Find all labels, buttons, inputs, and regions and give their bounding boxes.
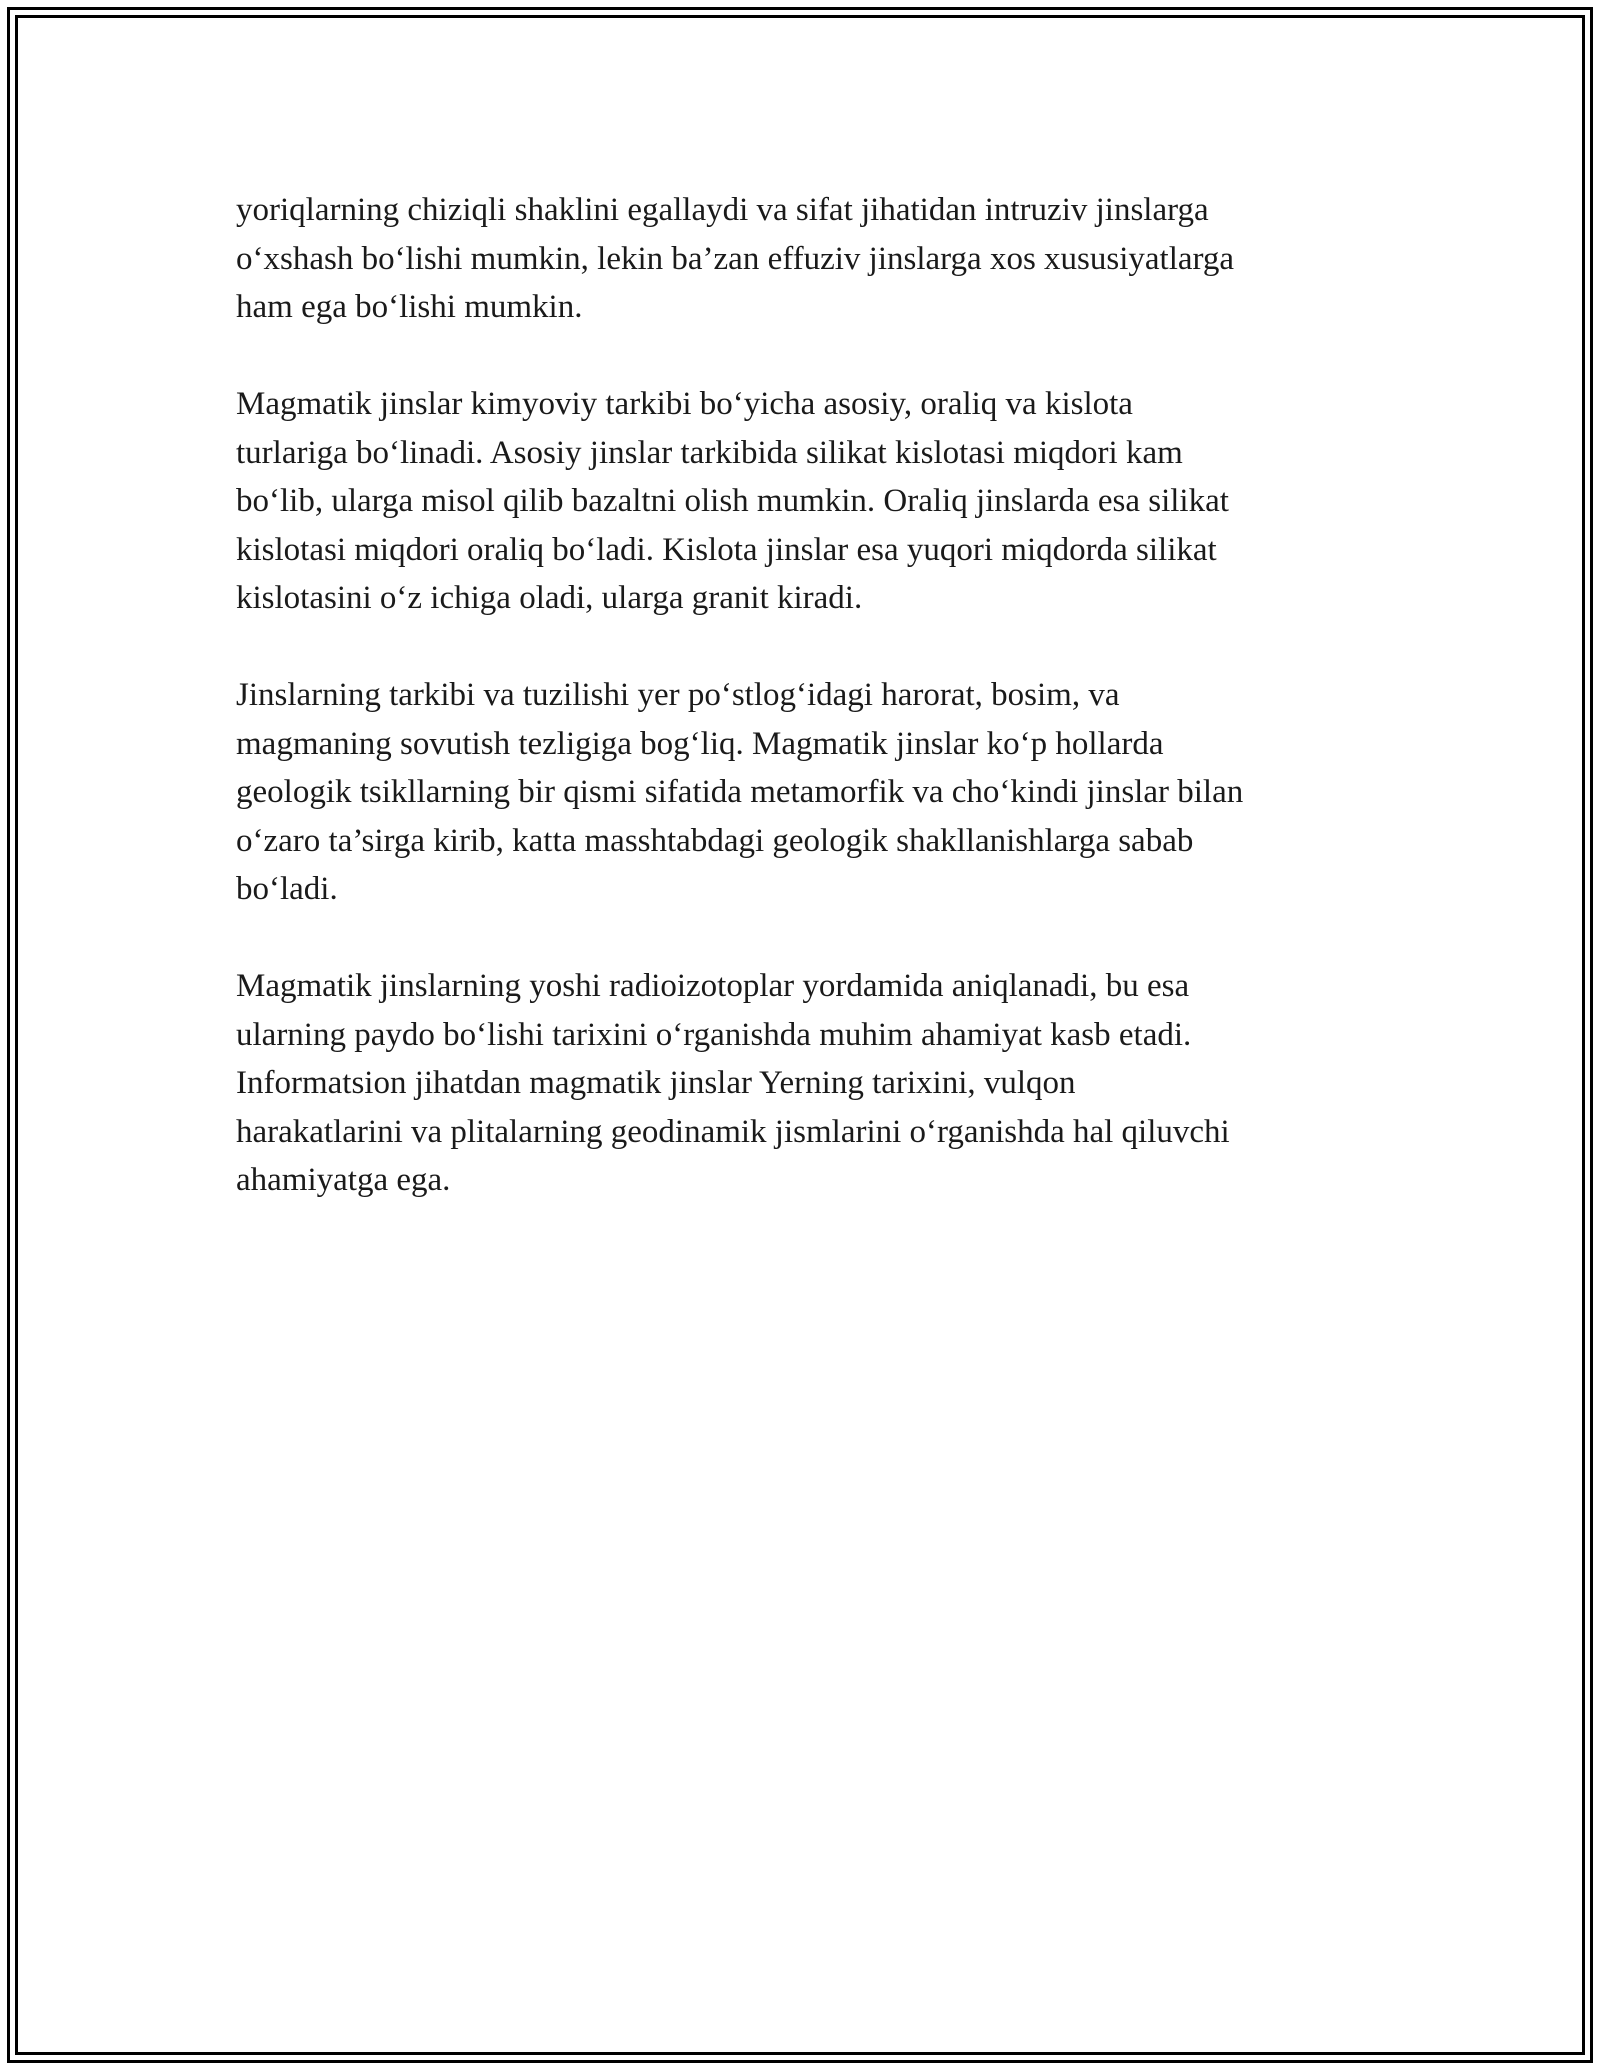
text-line: ham ega bo‘lishi mumkin. xyxy=(236,289,583,325)
text-line: ahamiyatga ega. xyxy=(236,1162,451,1198)
text-line: magmaning sovutish tezligiga bog‘liq. Magmatik jinslar ko‘p hollarda xyxy=(236,725,1164,762)
text-line: geologik tsikllarning bir qismi sifatida metamorfik va cho‘kindi jinslar bilan xyxy=(236,774,1244,810)
text-line: yoriqlarning chiziqli shaklini egallaydi va sifat jihatidan intruziv jinslarga xyxy=(236,192,1209,228)
paragraph-3 xyxy=(236,671,1366,914)
text-line: Jinslarning tarkibi va tuzilishi yer po‘stlog‘idagi harorat, bosim, va xyxy=(236,677,1120,713)
text-line: harakatlarini va plitalarning geodinamik jismlarini o‘rganishda hal qiluvchi xyxy=(236,1113,1230,1150)
text-line: bo‘lib, ularga misol qilib bazaltni olish mumkin. Oraliq jinslarda esa silikat xyxy=(236,483,1229,519)
text-line: o‘zaro ta’sirga kirib, katta masshtabdagi geologik shakllanishlarga sabab xyxy=(236,822,1194,859)
text-line: ularning paydo bo‘lishi tarixini o‘rganishda muhim ahamiyat kasb etadi. xyxy=(236,1016,1192,1053)
text-line: Magmatik jinslarning yoshi radioizotoplar yordamida aniqlanadi, bu esa xyxy=(236,968,1190,1004)
text-line: o‘xshash bo‘lishi mumkin, lekin ba’zan effuziv jinslarga xos xususiyatlarga xyxy=(236,240,1235,277)
text-line: kislotasini o‘z ichiga oladi, ularga granit kiradi. xyxy=(236,580,863,616)
text-line: turlariga bo‘linadi. Asosiy jinslar tarkibida silikat kislotasi miqdori kam xyxy=(236,434,1183,471)
paragraph-4 xyxy=(236,962,1366,1205)
document-body xyxy=(236,186,1366,1253)
text-line: Magmatik jinslar kimyoviy tarkibi bo‘yicha asosiy, oraliq va kislota xyxy=(236,386,1133,422)
text-line: kislotasi miqdori oraliq bo‘ladi. Kislota jinslar esa yuqori miqdorda silikat xyxy=(236,531,1217,568)
text-line: Informatsion jihatdan magmatik jinslar Yerning tarixini, vulqon xyxy=(236,1065,1076,1101)
paragraph-2 xyxy=(236,380,1366,623)
paragraph-1 xyxy=(236,186,1366,332)
text-line: bo‘ladi. xyxy=(236,871,338,907)
